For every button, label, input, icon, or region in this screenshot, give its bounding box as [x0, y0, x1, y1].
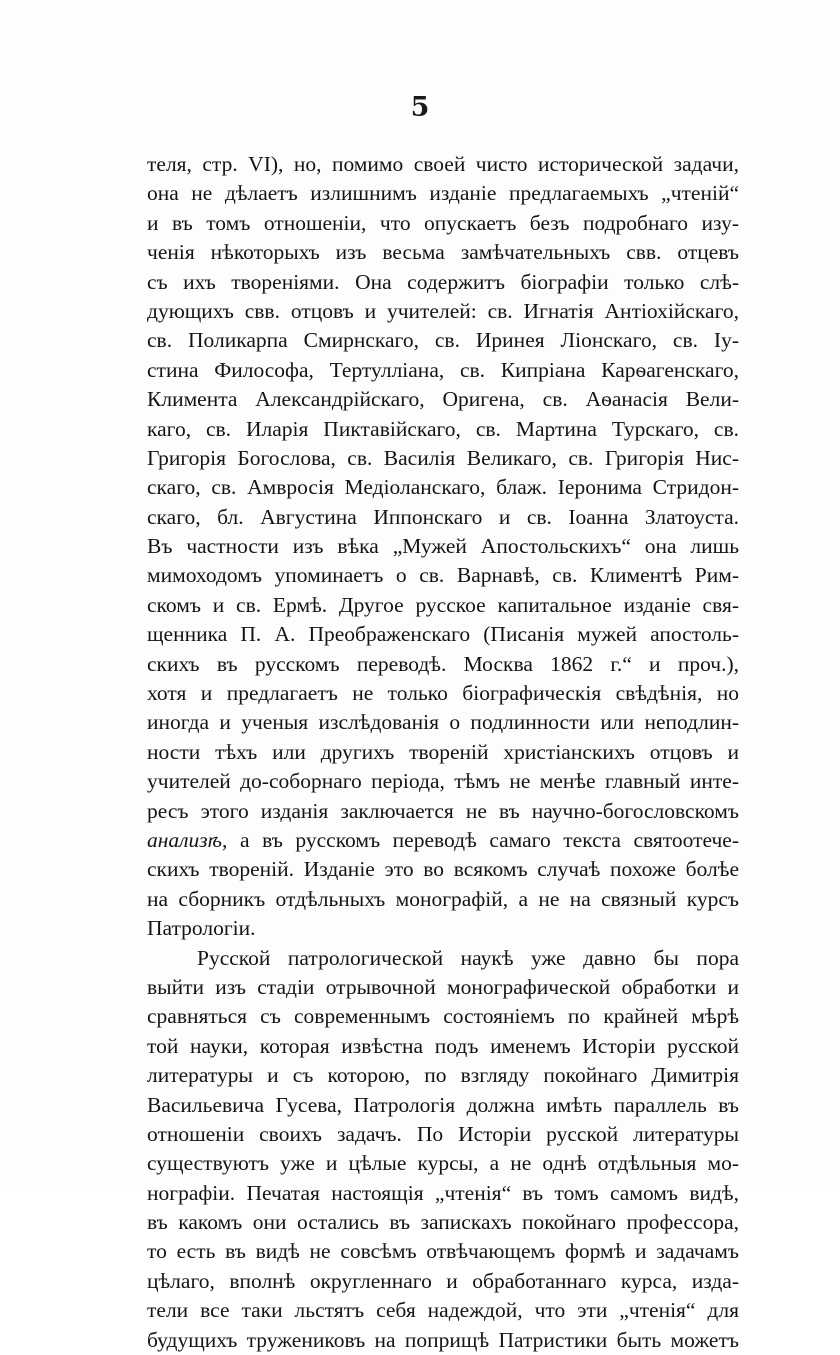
text-line: нографіи. Печатая настоящія „чтенія“ въ томъ самомъ видѣ, [147, 1180, 739, 1205]
text-line: выйти изъ стадіи отрывочной монографической обработки и [147, 974, 739, 999]
text-line: скихъ твореній. Изданіе это во всякомъ случаѣ похоже болѣе [147, 857, 739, 882]
text-line: ченія нѣкоторыхъ изъ весьма замѣчательныхъ свв. отцевъ [147, 240, 739, 265]
text-line: св. Поликарпа Смирнскаго, св. Иринея Ліонскаго, св. Іу- [147, 328, 739, 353]
text-line: Климента Александрійскаго, Оригена, св. Аѳанасія Вели- [147, 387, 739, 412]
text-line: Патрологіи. [147, 916, 256, 941]
text-line: хотя и предлагаетъ не только біографическія свѣдѣнія, но [147, 681, 739, 706]
text-line: Въ частности изъ вѣка „Мужей Апостольскихъ“ она лишь [147, 534, 739, 559]
text-line: литературы и съ которою, по взгляду покойнаго Димитрія [147, 1063, 739, 1088]
text-line: существуютъ уже и цѣлые курсы, а не однѣ отдѣльныя мо- [147, 1151, 739, 1176]
text-line: то есть въ видѣ не совсѣмъ отвѣчающемъ формѣ и задачамъ [147, 1239, 739, 1264]
text-line: въ какомъ они остались въ запискахъ покойнаго профессора, [147, 1210, 739, 1235]
text-line: каго, св. Иларія Пиктавійскаго, св. Мартина Турскаго, св. [147, 416, 739, 441]
text-line: цѣлаго, вполнѣ округленнаго и обработаннаго курса, изда- [147, 1268, 739, 1293]
text-line: щенника П. А. Преображенскаго (Писанія мужей апостоль- [147, 622, 739, 647]
body-text [147, 150, 739, 1355]
text-line: скомъ и св. Ермѣ. Другое русское капитальное изданіе свя- [147, 592, 739, 617]
text-line: иногда и ученыя изслѣдованія о подлинности или неподлин- [147, 710, 739, 735]
text-line: будущихъ тружениковъ на поприщѣ Патристики быть можетъ [147, 1327, 739, 1352]
text-line: отношеніи своихъ задачъ. По Исторіи русской литературы [147, 1121, 739, 1146]
text-line: анализѣ, а въ русскомъ переводѣ самаго текста святоотече- [147, 827, 739, 852]
text-line: съ ихъ твореніями. Она содержитъ біографіи только слѣ- [147, 269, 739, 294]
text-line: той науки, которая извѣстна подъ именемъ Исторіи русской [147, 1033, 739, 1058]
text-line: Григорія Богослова, св. Василія Великаго, св. Григорія Нис- [147, 445, 739, 470]
text-line: и въ томъ отношеніи, что опускаетъ безъ подробнаго изу- [147, 210, 739, 235]
text-line: учителей до-соборнаго періода, тѣмъ не менѣе главный инте- [147, 769, 739, 794]
page-number: 5 [410, 92, 430, 123]
text-line: теля, стр. VI), но, помимо своей чисто исторической задачи, [147, 152, 739, 176]
text-line: стина Философа, Тертулліана, св. Кипріана Карѳагенскаго, [147, 357, 739, 382]
text-line: дующихъ свв. отцовъ и учителей: св. Игнатія Антіохійскаго, [147, 298, 739, 323]
text-line: скаго, св. Амвросія Медіоланскаго, блаж. Іеронима Стридон- [147, 475, 739, 500]
text-line: ности тѣхъ или другихъ твореній христіанскихъ отцовъ и [147, 739, 739, 764]
text-line: мимоходомъ упоминаетъ о св. Варнавѣ, св. Климентѣ Рим- [147, 563, 739, 588]
text-line: тели все таки льстятъ себя надеждой, что эти „чтенія“ для [147, 1298, 739, 1323]
text-line: скихъ въ русскомъ переводѣ. Москва 1862 г.“ и проч.), [147, 651, 739, 676]
text-line: ресъ этого изданія заключается не въ научно-богословскомъ [147, 798, 739, 823]
text-line: на сборникъ отдѣльныхъ монографій, а не на связный курсъ [147, 886, 739, 911]
text-line: Васильевича Гусева, Патрологія должна имѣть параллель въ [147, 1092, 739, 1117]
text-line: Русской патрологической наукѣ уже давно бы пора [197, 945, 739, 970]
text-line: сравняться съ современнымъ состояніемъ по крайней мѣрѣ [147, 1004, 739, 1029]
text-line: она не дѣлаетъ излишнимъ изданіе предлагаемыхъ „чтеній“ [147, 181, 739, 206]
text-line: скаго, бл. Августина Иппонскаго и св. Іоанна Златоуста. [147, 504, 739, 529]
